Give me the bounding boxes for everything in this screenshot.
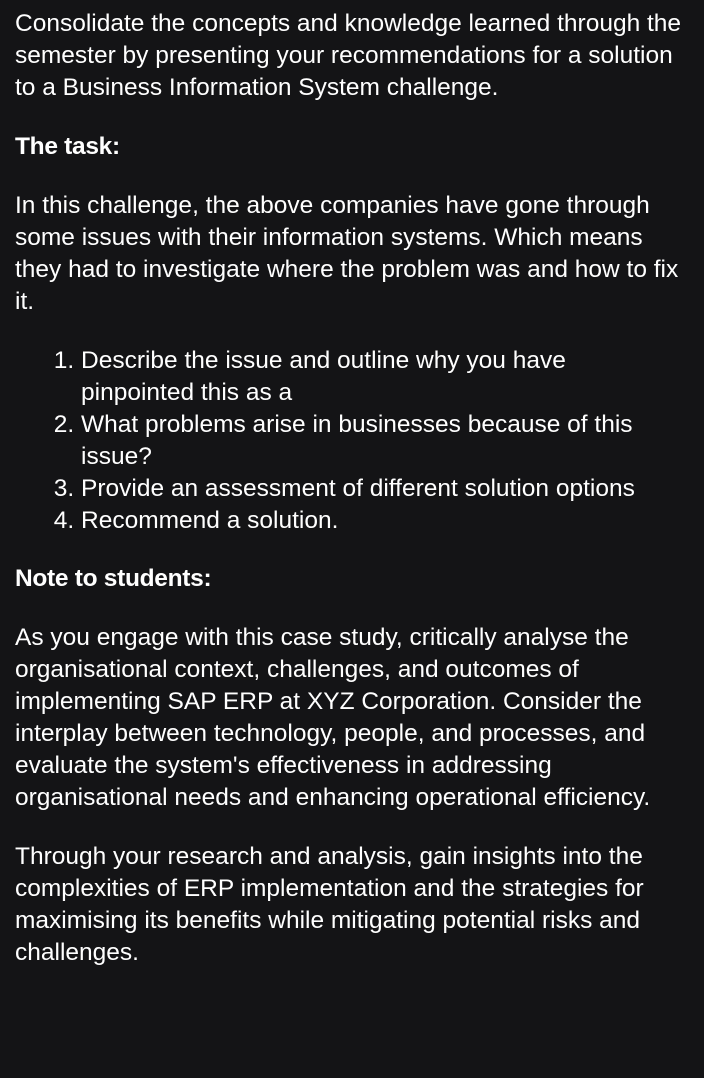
task-list bbox=[15, 345, 682, 537]
task-heading: The task: bbox=[15, 133, 120, 160]
task-list-item: 1. Describe the issue and outline why you have pinpointed this as a bbox=[81, 345, 682, 409]
note-paragraph: Through your research and analysis, gain insights into the complexities of ERP implementation and the strategies for maximising its benefits while mitigating potential risks and challenges. bbox=[15, 843, 644, 966]
task-list-item: 2. What problems arise in businesses because of this issue? bbox=[81, 409, 682, 473]
intro-paragraph: Consolidate the concepts and knowledge learned through the semester by presenting your recommendations for a solution to a Business Information System challenge. bbox=[15, 10, 682, 101]
note-heading: Note to students: bbox=[15, 565, 212, 592]
task-paragraph: In this challenge, the above companies have gone through some issues with their information systems. Which means they had to investigate where the problem was and how to fix it. bbox=[15, 192, 679, 315]
task-list-item: 4. Recommend a solution. bbox=[81, 505, 682, 537]
task-list-item: 3. Provide an assessment of different solution options bbox=[81, 473, 682, 505]
note-paragraph: As you engage with this case study, critically analyse the organisational context, challenges, and outcomes of implementing SAP ERP at XYZ Corporation. Consider the interplay between technology, people, and processes, and evaluate the system's effectiveness in addressing organisational needs and enhancing operational efficiency. bbox=[15, 624, 651, 811]
